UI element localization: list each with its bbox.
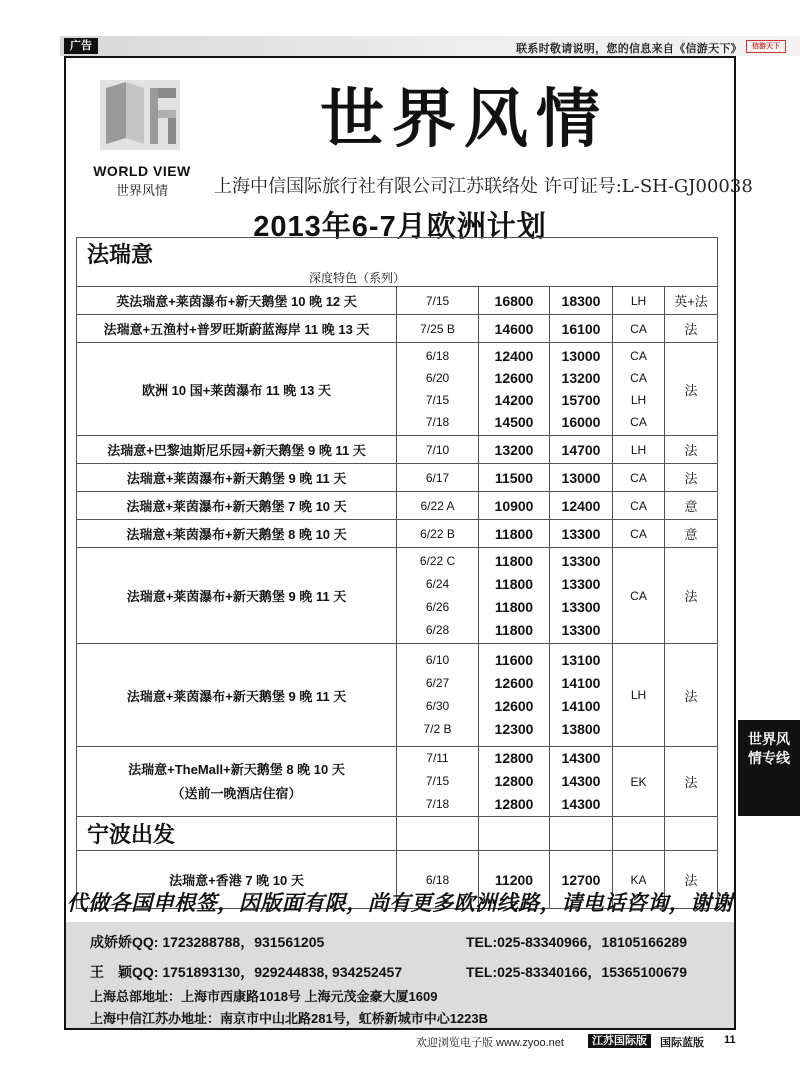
route-name: 法瑞意+巴黎迪斯尼乐园+新天鹅堡 9 晚 11 天 [77, 436, 397, 464]
price-2: 16000 [561, 414, 601, 430]
table-row [77, 747, 718, 817]
logo-chinese: 世界风情 [115, 184, 168, 199]
price-1: 11800 [494, 552, 534, 569]
price-1: 12800 [494, 750, 534, 766]
price-1: 14500 [494, 414, 534, 430]
table-row [77, 520, 718, 548]
price-2: 13800 [561, 721, 601, 737]
departure-dates [397, 644, 479, 747]
jiangsu-office-address: 上海中信江苏办地址：南京市中山北路281号，虹桥新城市中心1223B [90, 1011, 488, 1026]
side-tab-line: 情专线 [748, 750, 790, 766]
departure-date: 7/11 [426, 751, 449, 765]
departure-date: 6/20 [425, 371, 450, 385]
price-1: 13200 [479, 436, 550, 464]
contact-panel [66, 922, 734, 1028]
side-tab [738, 720, 800, 816]
route-name: 英法瑞意+莱茵瀑布+新天鹅堡 10 晚 12 天 [77, 287, 397, 315]
world-view-logo-icon [98, 78, 182, 152]
contact-qq: 王 颖QQ: 1751893130，929244838, 934252457 [90, 964, 403, 980]
table-row [77, 287, 718, 315]
price-1: 11500 [479, 464, 550, 492]
price-1: 12600 [494, 675, 534, 691]
departure-date: 7/18 [425, 415, 450, 429]
destination: 法 [665, 548, 718, 644]
airline: CA [630, 371, 647, 385]
destination: 意 [665, 492, 718, 520]
price-1: 12600 [494, 370, 534, 386]
departure-dates [397, 548, 479, 644]
route-name: 法瑞意+莱茵瀑布+新天鹅堡 8 晚 10 天 [77, 520, 397, 548]
airlines [613, 343, 665, 436]
price-1: 10900 [479, 492, 550, 520]
price-1: 14200 [494, 392, 534, 408]
prices-1 [479, 644, 550, 747]
price-2: 14100 [561, 675, 601, 691]
side-tab-line: 世界风 [748, 731, 790, 747]
price-2: 14100 [561, 698, 601, 714]
destination: 英+法 [665, 287, 718, 315]
top-notice: 联系时敬请说明，您的信息来自《信游天下》 [516, 43, 742, 55]
section-subtitle: 深度特色（系列） [77, 269, 718, 287]
page-title: 世界风情 [320, 82, 608, 157]
departure-date: 6/10 [425, 653, 450, 667]
price-2: 13300 [561, 575, 601, 592]
price-2: 12400 [550, 492, 613, 520]
departure-date: 6/24 [425, 576, 450, 591]
contact-qq: 成娇娇QQ: 1723288788，931561205 [90, 934, 325, 950]
destination: 法 [665, 464, 718, 492]
price-1: 12300 [494, 721, 534, 737]
price-2: 16100 [550, 315, 613, 343]
airline: CA [630, 349, 647, 363]
price-2: 13300 [561, 621, 601, 638]
prices-1 [479, 548, 550, 644]
price-2: 14300 [561, 796, 601, 812]
price-1: 12800 [494, 773, 534, 789]
route-name: 法瑞意+莱茵瀑布+新天鹅堡 9 晚 11 天 [77, 464, 397, 492]
prices-2 [550, 343, 613, 436]
departure-date: 6/26 [425, 599, 450, 614]
departure-date: 7/25 B [397, 315, 479, 343]
contact-tel: TEL:025-83340966，18105166289 [466, 934, 688, 950]
price-1: 16800 [479, 287, 550, 315]
departure-date: 6/28 [425, 622, 450, 637]
price-2: 13100 [561, 652, 601, 668]
table-row [77, 644, 718, 747]
departure-date: 7/15 [425, 774, 450, 788]
table-row [77, 343, 718, 436]
route-name: 法瑞意+莱茵瀑布+新天鹅堡 7 晚 10 天 [77, 492, 397, 520]
table-row [77, 464, 718, 492]
price-2: 13000 [561, 348, 601, 364]
airline: EK [613, 747, 665, 817]
price-1: 12800 [494, 796, 534, 812]
route-name: 法瑞意+莱茵瀑布+新天鹅堡 9 晚 11 天 [77, 644, 397, 747]
destination: 法 [665, 343, 718, 436]
visa-banner: 代做各国申根签，因版面有限，尚有更多欧洲线路，请电话咨询，谢谢 [66, 892, 734, 915]
tour-price-table [76, 237, 718, 909]
departure-date: 7/18 [425, 797, 450, 811]
price-2: 13300 [561, 598, 601, 615]
departure-date: 6/18 [397, 851, 479, 909]
destination: 法 [665, 315, 718, 343]
departure-date: 6/22 B [397, 520, 479, 548]
departure-date: 6/22 C [419, 553, 456, 568]
destination: 意 [665, 520, 718, 548]
table-row [77, 492, 718, 520]
company-license: 上海中信国际旅行社有限公司江苏联络处 许可证号:L-SH-GJ00038 [214, 176, 753, 197]
price-2: 13000 [550, 464, 613, 492]
destination: 法 [665, 747, 718, 817]
price-1: 11800 [494, 621, 534, 638]
airline: LH [613, 287, 665, 315]
departure-dates [397, 747, 479, 817]
footer-link-text: 欢迎浏览电子版 www.zyoo.net [416, 1037, 564, 1049]
departure-date: 6/17 [397, 464, 479, 492]
price-2: 13200 [561, 370, 601, 386]
price-2: 12700 [550, 851, 613, 909]
departure-date: 6/18 [425, 349, 450, 363]
subheader-row [77, 269, 718, 287]
table-row [77, 436, 718, 464]
price-2: 14300 [561, 773, 601, 789]
destination: 法 [665, 851, 718, 909]
edition-tag: 江苏国际版 [588, 1034, 651, 1048]
route-name: 法瑞意+莱茵瀑布+新天鹅堡 9 晚 11 天 [77, 548, 397, 644]
airline: CA [613, 492, 665, 520]
destination: 法 [665, 644, 718, 747]
price-1: 12600 [494, 698, 534, 714]
departure-date: 7/2 B [423, 722, 452, 736]
price-1: 14600 [479, 315, 550, 343]
price-2: 13300 [561, 552, 601, 569]
airline: CA [613, 464, 665, 492]
prices-1 [479, 343, 550, 436]
route-name: 法瑞意+TheMall+新天鹅堡 8 晚 10 天 [128, 761, 345, 777]
page-number: 11 [724, 1034, 736, 1046]
airline: CA [630, 415, 647, 429]
airline: LH [613, 644, 665, 747]
departure-date: 6/27 [425, 676, 450, 690]
departure-date: 6/30 [425, 699, 450, 713]
price-1: 11800 [494, 575, 534, 592]
departure-date: 6/22 A [397, 492, 479, 520]
route-cell [77, 747, 397, 817]
destination: 法 [665, 436, 718, 464]
route-name: 法瑞意+香港 7 晚 10 天 [77, 851, 397, 909]
prices-2 [550, 747, 613, 817]
airline: KA [613, 851, 665, 909]
ad-label: 广告 [64, 38, 98, 54]
plan-title: 2013年6-7月欧洲计划 [253, 211, 547, 243]
price-1: 11600 [494, 652, 534, 668]
price-2: 18300 [550, 287, 613, 315]
prices-2 [550, 548, 613, 644]
table-row [77, 315, 718, 343]
price-2: 13300 [550, 520, 613, 548]
airline: CA [613, 315, 665, 343]
section-header-row [77, 817, 718, 851]
departure-date: 7/10 [397, 436, 479, 464]
hq-address: 上海总部地址：上海市西康路1018号 上海元茂金豪大厦1609 [90, 989, 438, 1004]
price-1: 11800 [494, 598, 534, 615]
section-header-row [77, 238, 718, 270]
price-2: 14300 [561, 750, 601, 766]
airline: LH [613, 436, 665, 464]
price-1: 11200 [479, 851, 550, 909]
publication-logo: 信游天下 [746, 40, 786, 53]
price-1: 12400 [494, 348, 534, 364]
price-2: 14700 [550, 436, 613, 464]
airline: CA [613, 520, 665, 548]
departure-dates [397, 343, 479, 436]
section-title: 宁波出发 [77, 817, 397, 851]
prices-2 [550, 644, 613, 747]
price-2: 15700 [561, 392, 601, 408]
contact-tel: TEL:025-83340166，15365100679 [466, 964, 688, 980]
route-name: 法瑞意+五渔村+普罗旺斯蔚蓝海岸 11 晚 13 天 [77, 315, 397, 343]
departure-date: 7/15 [425, 393, 450, 407]
section-title: 法瑞意 [77, 238, 718, 270]
table-row [77, 548, 718, 644]
airline: CA [613, 548, 665, 644]
price-1: 11800 [479, 520, 550, 548]
logo-english: WORLD VIEW [93, 163, 191, 179]
route-note: （送前一晚酒店住宿） [171, 785, 302, 801]
departure-date: 7/15 [397, 287, 479, 315]
route-name: 欧洲 10 国+莱茵瀑布 11 晚 13 天 [77, 343, 397, 436]
airline: LH [630, 393, 647, 407]
edition-name: 国际蓝版 [660, 1037, 704, 1049]
prices-1 [479, 747, 550, 817]
